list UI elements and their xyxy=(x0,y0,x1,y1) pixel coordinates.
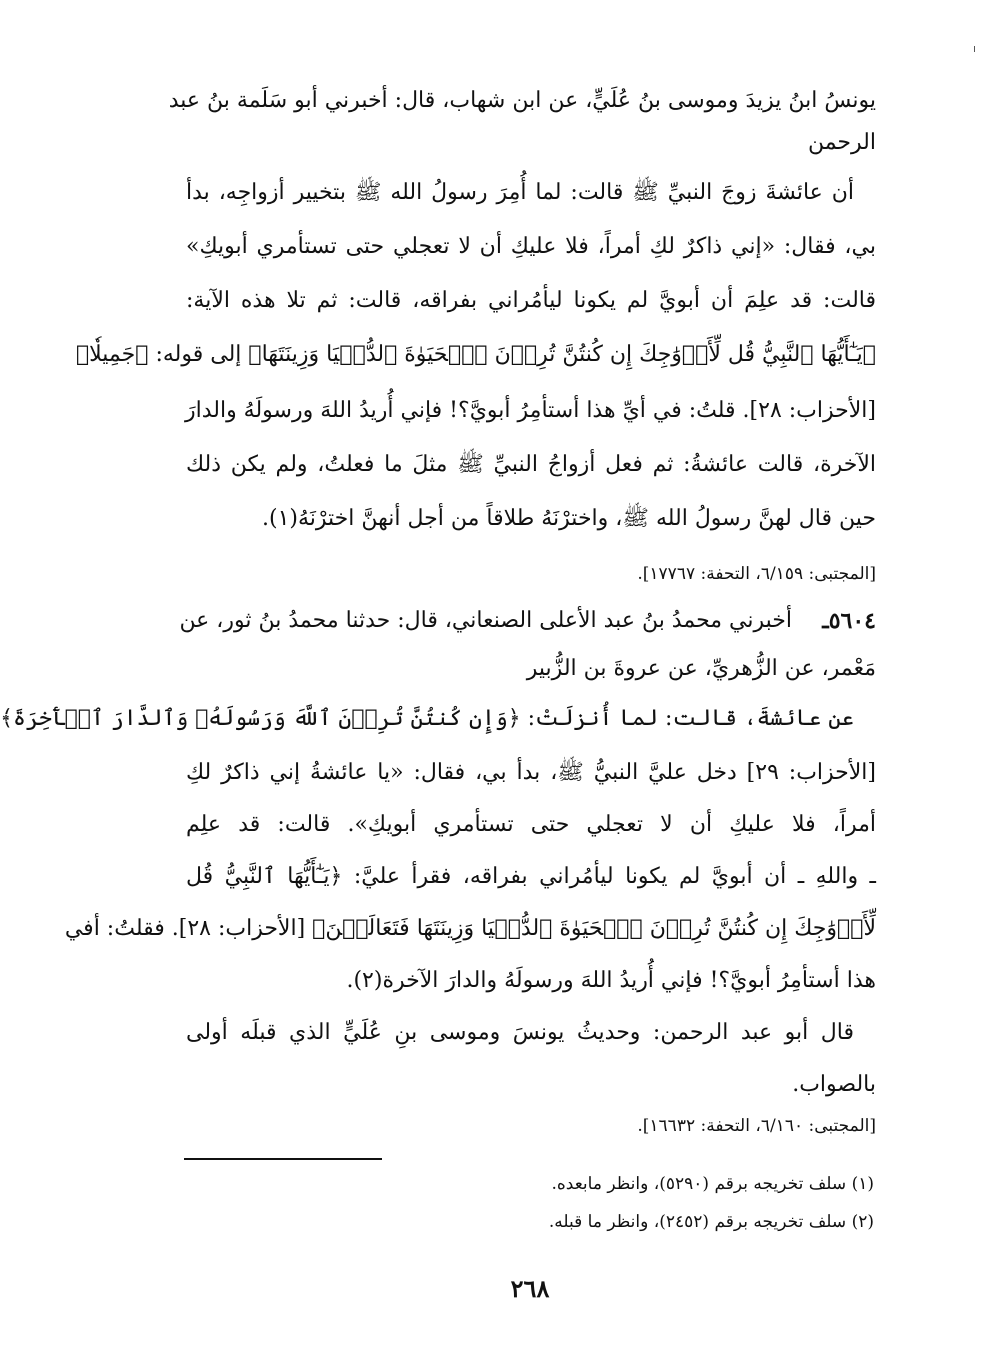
text-line: الرحمن xyxy=(807,130,876,155)
text-line: يونسُ ابنُ يزيدَ وموسى بنُ عُلَيٍّ، عن ابن شهاب، قال: أخبرني أبو سَلَمة بنُ عبد xyxy=(168,88,876,113)
text-line: ـ واللهِ ـ أن أبويَّ لم يكونا ليأمُراني بفراقه، فقرأ عليَّ: ﴿يَـٰٓأَيُّهَا ٱلنَّبِيُّ قُل xyxy=(186,864,876,889)
text-line: قالت: قد علِمَ أن أبويَّ لم يكونا ليأمُراني بفراقه، قالت: ثم تلا هذه الآية: xyxy=(186,288,876,313)
text-line: هذا أستأمِرُ أبويَّ؟! فإني أُريدُ اللهَ ورسولَهُ والدارَ الآخرة(٢). xyxy=(346,968,876,993)
text-line: مَعْمر، عن الزُّهريِّ، عن عروةَ بن الزُّبير xyxy=(526,656,876,681)
text-line: الآخرة، قالت عائشةُ: ثم فعل أزواجُ النبيِّ ﷺ مثلَ ما فعلتُ، ولم يكن ذلك xyxy=(186,452,876,477)
quran-verse-line: لِّأَزۡوَٰجِكَ إِن كُنتُنَّ تُرِدۡنَ ٱلۡحَيَوٰةَ ٱلدُّنۡيَا وَزِينَتَهَا فَتَعَالَيۡنَ﴾ [الأحزاب: ٢٨]. فقلتُ: أفي xyxy=(64,916,876,941)
text-line: أمراً، فلا عليكِ أن لا تعجلي حتى تستأمري أبويكِ». قالت: قد علِم xyxy=(186,812,877,837)
quran-verse-line: ﴿يَـٰٓأَيُّهَا ٱلنَّبِيُّ قُل لِّأَزۡوَٰجِكَ إِن كُنتُنَّ تُرِدۡنَ ٱلۡحَيَوٰةَ ٱلدُّنۡيَا وَزِينَتَهَا﴾ إلى قوله: ﴿جَمِيلٗا﴾ xyxy=(75,342,876,367)
text-line: [الأحزاب: ٢٩] دخل عليَّ النبيُّ ﷺ، بدأ بي، فقال: «يا عائشةُ إني ذاكرٌ لكِ xyxy=(186,760,876,785)
text-line: قال أبو عبد الرحمن: وحديثُ يونسَ وموسى بنِ عُلَيٍّ الذي قبلَه أولى xyxy=(186,1020,854,1045)
scan-speck xyxy=(974,46,975,52)
text-line: بالصواب. xyxy=(792,1072,876,1097)
footnote-divider xyxy=(184,1158,382,1160)
footnote: (١) سلف تخريجه برقم (٥٢٩٠)، وانظر مابعده. xyxy=(551,1174,874,1194)
hadith-number-label: ٥٦٠٤ـ xyxy=(822,608,876,634)
text-line: أن عائشةَ زوجَ النبيِّ ﷺ قالت: لما أُمِرَ رسولُ الله ﷺ بتخيير أزواجِه، بدأ xyxy=(186,180,854,205)
text-line: [الأحزاب: ٢٨]. قلتُ: في أيِّ هذا أستأمِرُ أبويَّ؟! فإني أُريدُ اللهَ ورسولَهُ والدارَ xyxy=(184,398,876,423)
text-line: حين قال لهنَّ رسولُ الله ﷺ، واخترْنَهُ طلاقاً من أجل أنهنَّ اخترْنَهُ(١). xyxy=(262,506,876,531)
text-line: أخبرني محمدُ بنُ عبد الأعلى الصنعاني، قال: حدثنا محمدُ بنُ ثور، عن xyxy=(179,608,792,633)
quran-verse-line: عن عائشةَ، قالت: لما أُنزلَتْ: ﴿وَإِن كُنتُنَّ تُرِدۡنَ ٱللَّهَ وَرَسُولَهُۥ وَٱلدَّارَ ٱلۡأٓخِرَةَ﴾ xyxy=(0,706,854,731)
source-reference: [المجتبى: ٦/١٦٠، التحفة: ١٦٦٣٢]. xyxy=(637,1116,876,1136)
source-reference: [المجتبى: ٦/١٥٩، التحفة: ١٧٧٦٧]. xyxy=(637,564,876,584)
footnote: (٢) سلف تخريجه برقم (٢٤٥٢)، وانظر ما قبله. xyxy=(548,1212,874,1232)
text-line: بي، فقال: «إني ذاكرٌ لكِ أمراً، فلا عليكِ أن لا تعجلي حتى تستأمري أبويكِ» xyxy=(186,234,876,259)
page-number: ٢٦٨ xyxy=(510,1274,550,1303)
hadith-number xyxy=(796,604,876,639)
